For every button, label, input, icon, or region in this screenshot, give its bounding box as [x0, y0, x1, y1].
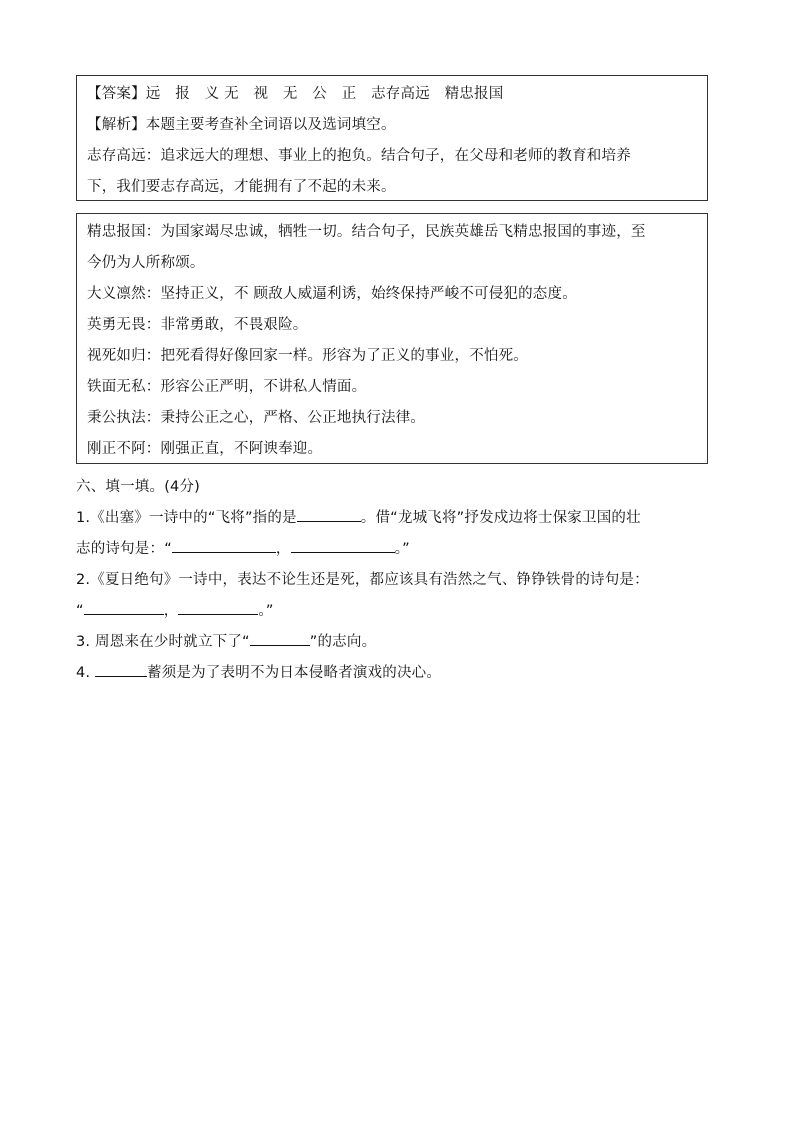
- question-2-quote-open: “: [76, 603, 84, 619]
- question-1-line2: [76, 534, 716, 565]
- answer-blank-q3[interactable]: [250, 630, 310, 646]
- question-3-text-b: ”的志向。: [309, 634, 377, 650]
- question-2-end: 。”: [258, 603, 274, 619]
- zhicun-definition-line1: 志存高远：追求远大的理想、事业上的抱负。结合句子，在父母和老师的教育和培养: [87, 148, 631, 164]
- yingyong-definition: 英勇无畏：非常勇敢，不畏艰险。: [87, 317, 308, 333]
- answer-blank-q4[interactable]: [95, 661, 147, 677]
- shisi-definition: 视死如归：把死看得好像回家一样。形容为了正义的事业，不怕死。: [87, 348, 528, 364]
- question-1-text-b: 。借“龙城飞将”抒发戍边将士保家卫国的壮: [360, 510, 641, 526]
- zhicun-definition-line2: 下，我们要志存高远，才能拥有了不起的未来。: [87, 179, 396, 195]
- answer-blank-q2-verse2[interactable]: [178, 599, 258, 615]
- question-1-text-a: 1.《出塞》一诗中的“飞将”指的是: [76, 510, 297, 526]
- dayi-definition: 大义凛然：坚持正义，不 顾敌人威逼利诱，始终保持严峻不可侵犯的态度。: [87, 286, 577, 302]
- question-2-sep: ，: [163, 603, 179, 619]
- question-4: [76, 658, 716, 689]
- answer-blank-q1-verse1[interactable]: [172, 537, 276, 553]
- gangzheng-definition: 刚正不阿：刚强正直，不阿谀奉迎。: [87, 441, 323, 457]
- answer-blank-q2-verse1[interactable]: [84, 599, 164, 615]
- question-2-line2: [76, 596, 716, 627]
- tiemian-definition: 铁面无私：形容公正严明，不讲私人情面。: [87, 379, 367, 395]
- answer-blank-q1-verse2[interactable]: [291, 537, 395, 553]
- answer-blank-q1-name[interactable]: [297, 506, 361, 522]
- question-1-end: 。”: [394, 541, 410, 557]
- question-3: [76, 627, 716, 658]
- question-4-number: 4.: [76, 665, 96, 681]
- binggong-definition: 秉公执法：秉持公正之心，严格、公正地执行法律。: [87, 410, 426, 426]
- question-3-text-a: 3. 周恩来在少时就立下了“: [76, 634, 250, 650]
- fill-in-section: [76, 472, 716, 689]
- question-1-line1: [76, 503, 716, 534]
- question-1-sep: ，: [275, 541, 291, 557]
- question-4-text: 蓄须是为了表明不为日本侵略者演戏的决心。: [147, 665, 442, 681]
- jingzhong-definition-line1: 精忠报国：为国家竭尽忠诚，牺牲一切。结合句子，民族英雄岳飞精忠报国的事迹，至: [87, 224, 646, 240]
- jingzhong-definition-line2: 今仍为人所称颂。: [87, 255, 205, 271]
- answer-line: 【答案】远 报 义 无 视 无 公 正 志存高远 精忠报国: [87, 86, 504, 102]
- analysis-line: 【解析】本题主要考查补全词语以及选词填空。: [87, 117, 396, 133]
- definitions-box: [76, 213, 708, 464]
- question-1-text-c: 志的诗句是：“: [76, 541, 172, 557]
- section-heading: 六、填一填。(4分): [76, 479, 201, 495]
- answer-box: [76, 75, 708, 201]
- question-2-line1: 2.《夏日绝句》一诗中，表达不论生还是死，都应该具有浩然之气、铮铮铁骨的诗句是：: [76, 572, 649, 588]
